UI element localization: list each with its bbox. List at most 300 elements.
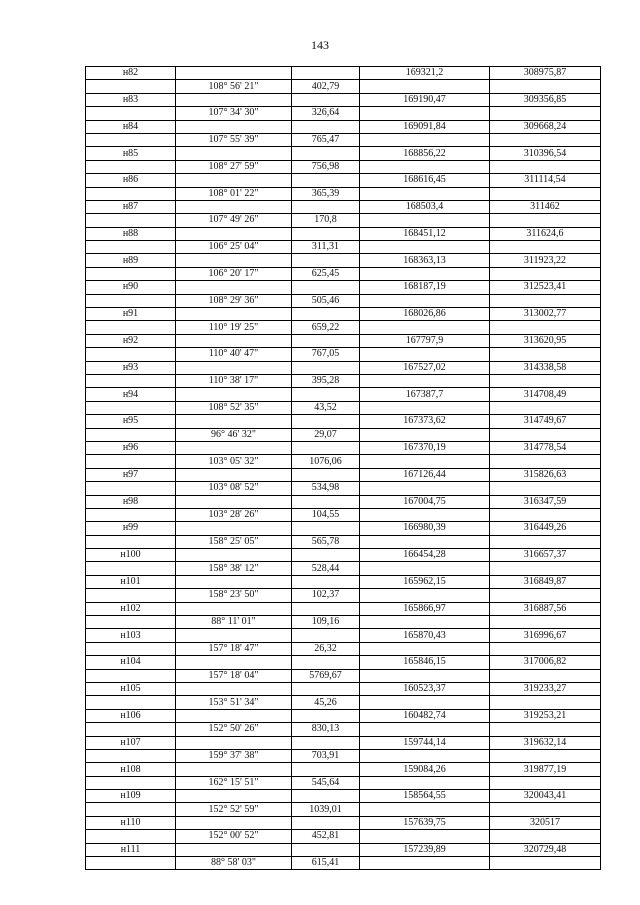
x-coordinate-cell [360,749,490,762]
point-cell: н92 [86,334,176,347]
distance-cell: 29,07 [292,428,360,441]
point-cell [86,80,176,93]
y-coordinate-cell: 310396,54 [490,147,601,160]
distance-cell [292,656,360,669]
distance-cell [292,174,360,187]
table-row [86,843,601,856]
x-coordinate-cell [360,776,490,789]
table-row [86,857,601,870]
distance-cell: 659,22 [292,321,360,334]
point-cell: н105 [86,682,176,695]
distance-cell: 565,78 [292,535,360,548]
x-coordinate-cell: 166454,28 [360,549,490,562]
point-cell: н85 [86,147,176,160]
x-coordinate-cell: 165962,15 [360,575,490,588]
angle-cell: 88° 58' 03" [176,857,292,870]
y-coordinate-cell [490,428,601,441]
x-coordinate-cell: 159744,14 [360,736,490,749]
table-row [86,428,601,441]
angle-cell: 110° 38' 17" [176,374,292,387]
y-coordinate-cell [490,160,601,173]
x-coordinate-cell: 169190,47 [360,93,490,106]
y-coordinate-cell: 319632,14 [490,736,601,749]
point-cell: н107 [86,736,176,749]
point-cell: н97 [86,468,176,481]
table-row [86,616,601,629]
distance-cell: 109,16 [292,616,360,629]
x-coordinate-cell [360,133,490,146]
table-row [86,736,601,749]
y-coordinate-cell [490,214,601,227]
table-row [86,281,601,294]
y-coordinate-cell: 319877,19 [490,763,601,776]
angle-cell: 159° 37' 38" [176,749,292,762]
y-coordinate-cell: 316449,26 [490,522,601,535]
table-row [86,749,601,762]
y-coordinate-cell: 312523,41 [490,281,601,294]
distance-cell: 170,8 [292,214,360,227]
distance-cell [292,308,360,321]
point-cell: н93 [86,361,176,374]
angle-cell: 152° 50' 26" [176,723,292,736]
y-coordinate-cell: 316849,87 [490,575,601,588]
y-coordinate-cell [490,830,601,843]
angle-cell [176,656,292,669]
y-coordinate-cell [490,723,601,736]
point-cell: н84 [86,120,176,133]
distance-cell [292,549,360,562]
x-coordinate-cell [360,401,490,414]
angle-cell: 108° 01' 22" [176,187,292,200]
y-coordinate-cell: 311624,6 [490,227,601,240]
distance-cell [292,147,360,160]
distance-cell: 703,91 [292,749,360,762]
x-coordinate-cell [360,321,490,334]
angle-cell [176,120,292,133]
x-coordinate-cell [360,267,490,280]
distance-cell: 402,79 [292,80,360,93]
angle-cell [176,736,292,749]
angle-cell: 107° 49' 26" [176,214,292,227]
point-cell [86,401,176,414]
table-row [86,682,601,695]
table-row [86,589,601,602]
point-cell: н100 [86,549,176,562]
y-coordinate-cell [490,508,601,521]
x-coordinate-cell [360,107,490,120]
table-row [86,549,601,562]
y-coordinate-cell [490,535,601,548]
y-coordinate-cell [490,294,601,307]
angle-cell [176,415,292,428]
point-cell: н99 [86,522,176,535]
distance-cell [292,736,360,749]
point-cell [86,374,176,387]
distance-cell [292,495,360,508]
x-coordinate-cell: 168026,86 [360,308,490,321]
table-row [86,321,601,334]
distance-cell [292,67,360,80]
angle-cell: 96° 46' 32" [176,428,292,441]
x-coordinate-cell [360,696,490,709]
table-row [86,361,601,374]
point-cell: н82 [86,67,176,80]
table-row [86,160,601,173]
table-row [86,214,601,227]
angle-cell: 153° 51' 34" [176,696,292,709]
table-row [86,227,601,240]
x-coordinate-cell [360,294,490,307]
angle-cell: 108° 56' 21" [176,80,292,93]
y-coordinate-cell [490,749,601,762]
angle-cell [176,522,292,535]
y-coordinate-cell [490,455,601,468]
y-coordinate-cell: 311114,54 [490,174,601,187]
point-cell: н94 [86,388,176,401]
x-coordinate-cell: 168363,13 [360,254,490,267]
y-coordinate-cell: 308975,87 [490,67,601,80]
table-row [86,455,601,468]
distance-cell: 767,05 [292,348,360,361]
distance-cell [292,816,360,829]
angle-cell: 158° 38' 12" [176,562,292,575]
distance-cell: 830,13 [292,723,360,736]
angle-cell [176,629,292,642]
x-coordinate-cell [360,589,490,602]
angle-cell: 110° 40' 47" [176,348,292,361]
distance-cell: 104,55 [292,508,360,521]
point-cell: н95 [86,415,176,428]
x-coordinate-cell: 165866,97 [360,602,490,615]
distance-cell [292,388,360,401]
table-row [86,830,601,843]
point-cell [86,455,176,468]
distance-cell [292,709,360,722]
y-coordinate-cell: 313620,95 [490,334,601,347]
point-cell: н87 [86,200,176,213]
x-coordinate-cell: 168451,12 [360,227,490,240]
distance-cell: 365,39 [292,187,360,200]
angle-cell [176,308,292,321]
y-coordinate-cell [490,241,601,254]
angle-cell: 108° 52' 35" [176,401,292,414]
angle-cell [176,763,292,776]
x-coordinate-cell: 157639,75 [360,816,490,829]
x-coordinate-cell: 167797,9 [360,334,490,347]
point-cell [86,535,176,548]
y-coordinate-cell [490,133,601,146]
angle-cell: 103° 28' 26" [176,508,292,521]
y-coordinate-cell [490,348,601,361]
distance-cell [292,361,360,374]
distance-cell [292,200,360,213]
angle-cell [176,549,292,562]
angle-cell [176,388,292,401]
table-row [86,200,601,213]
y-coordinate-cell [490,562,601,575]
table-row [86,254,601,267]
x-coordinate-cell [360,857,490,870]
point-cell [86,562,176,575]
y-coordinate-cell [490,80,601,93]
point-cell: н102 [86,602,176,615]
angle-cell: 107° 55' 39" [176,133,292,146]
x-coordinate-cell [360,830,490,843]
x-coordinate-cell [360,187,490,200]
angle-cell: 110° 19' 25" [176,321,292,334]
distance-cell [292,227,360,240]
distance-cell [292,281,360,294]
x-coordinate-cell [360,642,490,655]
distance-cell: 395,28 [292,374,360,387]
point-cell [86,133,176,146]
distance-cell: 765,47 [292,133,360,146]
x-coordinate-cell [360,160,490,173]
distance-cell [292,575,360,588]
table-row [86,107,601,120]
point-cell [86,857,176,870]
y-coordinate-cell: 315826,63 [490,468,601,481]
y-coordinate-cell: 313002,77 [490,308,601,321]
table-row [86,522,601,535]
x-coordinate-cell: 165846,15 [360,656,490,669]
angle-cell: 103° 05' 32" [176,455,292,468]
table-row [86,602,601,615]
angle-cell [176,682,292,695]
x-coordinate-cell: 168856,22 [360,147,490,160]
x-coordinate-cell [360,803,490,816]
point-cell: н88 [86,227,176,240]
angle-cell [176,575,292,588]
angle-cell: 152° 52' 59" [176,803,292,816]
point-cell: н91 [86,308,176,321]
angle-cell: 106° 25' 04" [176,241,292,254]
x-coordinate-cell: 160482,74 [360,709,490,722]
distance-cell: 534,98 [292,482,360,495]
y-coordinate-cell: 314338,58 [490,361,601,374]
x-coordinate-cell: 166980,39 [360,522,490,535]
table-row [86,241,601,254]
distance-cell: 545,64 [292,776,360,789]
y-coordinate-cell: 320517 [490,816,601,829]
y-coordinate-cell [490,589,601,602]
point-cell: н101 [86,575,176,588]
point-cell: н104 [86,656,176,669]
distance-cell [292,522,360,535]
angle-cell [176,441,292,454]
x-coordinate-cell: 168187,19 [360,281,490,294]
y-coordinate-cell: 316657,37 [490,549,601,562]
table-row [86,267,601,280]
y-coordinate-cell [490,107,601,120]
y-coordinate-cell [490,669,601,682]
point-cell [86,616,176,629]
distance-cell: 326,64 [292,107,360,120]
distance-cell: 505,46 [292,294,360,307]
angle-cell [176,709,292,722]
table-row [86,629,601,642]
table-row [86,80,601,93]
angle-cell [176,816,292,829]
table-row [86,388,601,401]
point-cell [86,508,176,521]
distance-cell [292,334,360,347]
table-row [86,174,601,187]
y-coordinate-cell: 311462 [490,200,601,213]
table-row [86,790,601,803]
y-coordinate-cell [490,857,601,870]
distance-cell: 528,44 [292,562,360,575]
point-cell [86,160,176,173]
y-coordinate-cell [490,401,601,414]
x-coordinate-cell [360,482,490,495]
table-row [86,468,601,481]
y-coordinate-cell: 317006,82 [490,656,601,669]
distance-cell [292,682,360,695]
table-row [86,575,601,588]
angle-cell [176,468,292,481]
point-cell [86,776,176,789]
table-row [86,763,601,776]
point-cell [86,187,176,200]
table-row [86,334,601,347]
angle-cell [176,254,292,267]
point-cell [86,267,176,280]
table-row [86,482,601,495]
point-cell [86,241,176,254]
y-coordinate-cell: 314708,49 [490,388,601,401]
point-cell [86,642,176,655]
point-cell: н86 [86,174,176,187]
y-coordinate-cell [490,803,601,816]
angle-cell: 157° 18' 04" [176,669,292,682]
x-coordinate-cell [360,535,490,548]
point-cell [86,749,176,762]
point-cell [86,482,176,495]
x-coordinate-cell: 165870,43 [360,629,490,642]
angle-cell [176,93,292,106]
x-coordinate-cell: 158564,55 [360,790,490,803]
x-coordinate-cell [360,562,490,575]
point-cell [86,348,176,361]
x-coordinate-cell: 167126,44 [360,468,490,481]
y-coordinate-cell [490,374,601,387]
distance-cell: 102,37 [292,589,360,602]
distance-cell: 26,32 [292,642,360,655]
y-coordinate-cell [490,267,601,280]
x-coordinate-cell [360,616,490,629]
y-coordinate-cell [490,321,601,334]
x-coordinate-cell: 157239,89 [360,843,490,856]
distance-cell: 625,45 [292,267,360,280]
x-coordinate-cell: 169091,84 [360,120,490,133]
table-row [86,803,601,816]
angle-cell [176,361,292,374]
y-coordinate-cell: 314778,54 [490,441,601,454]
point-cell [86,669,176,682]
distance-cell: 311,31 [292,241,360,254]
x-coordinate-cell [360,214,490,227]
angle-cell: 108° 27' 59" [176,160,292,173]
distance-cell [292,763,360,776]
angle-cell [176,281,292,294]
angle-cell [176,495,292,508]
point-cell: н98 [86,495,176,508]
point-cell: н96 [86,441,176,454]
y-coordinate-cell: 316347,59 [490,495,601,508]
angle-cell: 157° 18' 47" [176,642,292,655]
angle-cell [176,843,292,856]
distance-cell [292,629,360,642]
angle-cell: 103° 08' 52" [176,482,292,495]
x-coordinate-cell: 167527,02 [360,361,490,374]
y-coordinate-cell [490,776,601,789]
angle-cell [176,334,292,347]
x-coordinate-cell [360,348,490,361]
table-row [86,441,601,454]
y-coordinate-cell: 309356,85 [490,93,601,106]
table-row [86,147,601,160]
y-coordinate-cell: 320729,48 [490,843,601,856]
x-coordinate-cell [360,669,490,682]
y-coordinate-cell [490,187,601,200]
table-row [86,723,601,736]
table-row [86,656,601,669]
point-cell: н90 [86,281,176,294]
y-coordinate-cell: 311923,22 [490,254,601,267]
angle-cell [176,147,292,160]
angle-cell [176,200,292,213]
x-coordinate-cell: 168616,45 [360,174,490,187]
angle-cell: 88° 11' 01" [176,616,292,629]
y-coordinate-cell: 316887,56 [490,602,601,615]
angle-cell: 162° 15' 51" [176,776,292,789]
angle-cell: 107° 34' 30" [176,107,292,120]
x-coordinate-cell: 159084,26 [360,763,490,776]
distance-cell: 756,98 [292,160,360,173]
x-coordinate-cell: 160523,37 [360,682,490,695]
table-row [86,308,601,321]
point-cell: н103 [86,629,176,642]
table-row [86,776,601,789]
y-coordinate-cell [490,616,601,629]
table-row [86,133,601,146]
distance-cell: 615,41 [292,857,360,870]
angle-cell: 158° 25' 05" [176,535,292,548]
table-row [86,93,601,106]
point-cell: н89 [86,254,176,267]
y-coordinate-cell: 319253,21 [490,709,601,722]
point-cell [86,428,176,441]
distance-cell [292,120,360,133]
x-coordinate-cell: 168503,4 [360,200,490,213]
coordinates-table [85,66,601,870]
point-cell [86,830,176,843]
table-row [86,401,601,414]
distance-cell: 1076,06 [292,455,360,468]
point-cell [86,321,176,334]
point-cell [86,696,176,709]
x-coordinate-cell [360,508,490,521]
angle-cell: 108° 29' 36" [176,294,292,307]
angle-cell: 158° 23' 50" [176,589,292,602]
distance-cell [292,843,360,856]
x-coordinate-cell [360,428,490,441]
x-coordinate-cell: 167004,75 [360,495,490,508]
x-coordinate-cell [360,374,490,387]
angle-cell [176,67,292,80]
distance-cell: 45,26 [292,696,360,709]
